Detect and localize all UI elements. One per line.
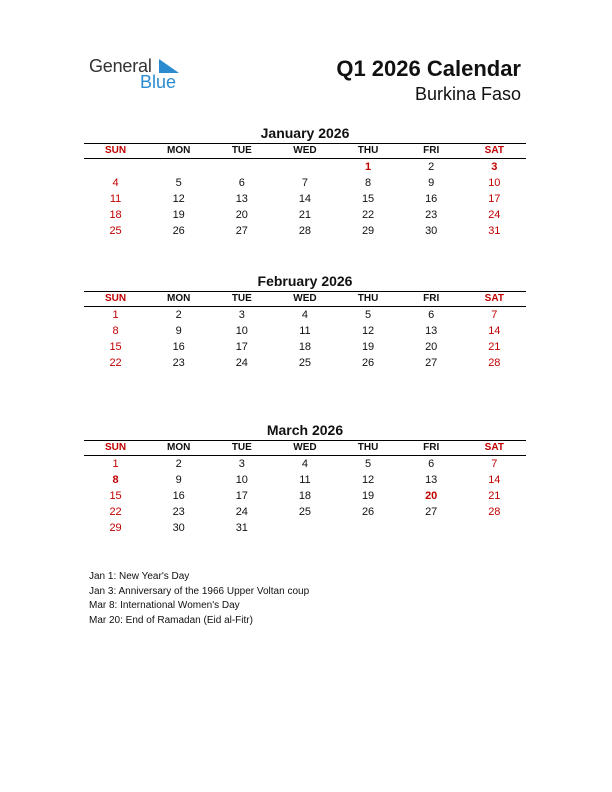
empty-day-cell: [273, 159, 336, 175]
weekday-header: THU: [357, 293, 379, 304]
week-row: [84, 159, 526, 175]
page-title: Q1 2026 Calendar: [336, 56, 521, 81]
day-cell: 25: [298, 357, 312, 369]
holiday-notes: [89, 570, 309, 628]
weekday-header: FRI: [423, 442, 440, 453]
day-cell: 23: [425, 209, 438, 221]
holiday-note: Mar 8: International Women's Day: [89, 600, 240, 611]
day-cell: 2: [175, 309, 182, 321]
weekday-header: SAT: [484, 442, 504, 453]
day-cell: 1: [112, 309, 119, 321]
day-cell: 16: [425, 193, 438, 205]
weekday-header: SUN: [105, 442, 127, 453]
day-cell: 15: [109, 341, 122, 353]
day-cell: 4: [301, 309, 308, 321]
day-cell: 25: [298, 506, 312, 518]
month-february: [84, 272, 526, 371]
empty-day-cell: [84, 159, 147, 175]
day-cell: 15: [109, 490, 122, 502]
week-row: [84, 355, 526, 371]
day-cell: 31: [488, 225, 501, 237]
day-cell: 26: [361, 506, 375, 518]
day-cell: 12: [172, 193, 185, 205]
day-cell: 9: [428, 177, 435, 189]
day-cell: 8: [365, 177, 372, 189]
weekday-header: SUN: [105, 293, 127, 304]
day-cell: 15: [361, 193, 375, 205]
weekday-header: FRI: [423, 293, 440, 304]
empty-day-cell: [463, 520, 526, 536]
day-cell: 10: [235, 474, 248, 486]
day-cell: 3: [238, 458, 245, 470]
day-cell: 10: [235, 325, 248, 337]
day-cell: 19: [361, 490, 375, 502]
weekday-header: WED: [293, 293, 317, 304]
day-cell: 8: [112, 325, 119, 337]
week-row: [84, 207, 526, 223]
weekday-header: THU: [357, 145, 379, 156]
day-cell: 24: [488, 209, 501, 221]
day-cell: 9: [175, 325, 182, 337]
holiday-note: Jan 1: New Year's Day: [89, 571, 190, 582]
week-row: [84, 339, 526, 355]
empty-day-cell: [210, 159, 273, 175]
week-row: [84, 456, 526, 472]
month-title: January 2026: [260, 125, 350, 141]
day-cell: 27: [425, 357, 438, 369]
week-row: [84, 175, 526, 191]
day-cell: 14: [488, 474, 501, 486]
empty-day-cell: [400, 520, 463, 536]
logo-general-text: General: [89, 56, 152, 76]
day-cell: 13: [425, 474, 438, 486]
day-cell: 7: [491, 458, 498, 470]
day-cell: 3: [238, 309, 245, 321]
weekday-header: WED: [293, 442, 317, 453]
day-cell: 21: [488, 490, 501, 502]
day-cell: 28: [488, 357, 501, 369]
weekday-header: MON: [167, 442, 191, 453]
day-cell: 6: [238, 177, 245, 189]
day-cell: 6: [428, 458, 435, 470]
day-cell: 28: [488, 506, 501, 518]
day-cell: 7: [491, 309, 498, 321]
day-cell: 18: [298, 490, 312, 502]
day-cell: 26: [172, 225, 185, 237]
week-row: [84, 472, 526, 488]
day-cell: 17: [235, 490, 248, 502]
week-row: [84, 191, 526, 207]
day-cell: 20: [425, 341, 438, 353]
weekday-header-row: [84, 291, 526, 307]
day-cell: 11: [109, 193, 122, 205]
day-cell: 29: [361, 225, 375, 237]
day-cell: 14: [488, 325, 501, 337]
weekday-header: WED: [293, 145, 317, 156]
weekday-header: SAT: [484, 293, 504, 304]
empty-day-cell: [337, 520, 400, 536]
week-row: [84, 307, 526, 323]
day-cell: 21: [488, 341, 501, 353]
weekday-header: TUE: [231, 293, 252, 304]
day-cell: 4: [301, 458, 308, 470]
day-cell: 5: [365, 309, 372, 321]
day-cell: 2: [175, 458, 182, 470]
day-cell: 20: [235, 209, 248, 221]
day-cell: 21: [298, 209, 312, 221]
weekday-header: SAT: [484, 145, 504, 156]
logo-blue-text: Blue: [140, 72, 177, 92]
weekday-header: MON: [167, 145, 191, 156]
weekday-header: TUE: [231, 442, 252, 453]
day-cell: 24: [235, 357, 248, 369]
weekday-header: MON: [167, 293, 191, 304]
day-cell: 29: [109, 522, 122, 534]
day-cell: 19: [361, 341, 375, 353]
day-cell: 5: [175, 177, 182, 189]
month-january: [84, 124, 526, 239]
week-row: [84, 520, 526, 536]
day-cell: 16: [172, 341, 185, 353]
holiday-note: Mar 20: End of Ramadan (Eid al-Fitr): [89, 614, 253, 626]
day-cell: 14: [298, 193, 312, 205]
weekday-header: THU: [357, 442, 379, 453]
day-cell: 2: [428, 161, 435, 173]
day-cell: 27: [235, 225, 248, 237]
day-cell: 9: [175, 474, 182, 486]
country-name: Burkina Faso: [414, 84, 521, 104]
day-cell: 22: [361, 209, 375, 221]
day-cell: 28: [298, 225, 312, 237]
day-cell: 5: [365, 458, 372, 470]
day-cell: 25: [109, 225, 122, 237]
day-cell: 20: [425, 490, 438, 502]
day-cell: 11: [299, 474, 311, 486]
day-cell: 4: [112, 177, 119, 189]
day-cell: 7: [301, 177, 308, 189]
day-cell: 18: [109, 209, 122, 221]
generalblue-logo: [89, 56, 199, 96]
day-cell: 19: [172, 209, 185, 221]
holiday-note: Jan 3: Anniversary of the 1966 Upper Voltan coup: [89, 585, 310, 597]
weekday-header: FRI: [423, 145, 440, 156]
day-cell: 1: [365, 161, 372, 173]
day-cell: 10: [488, 177, 501, 189]
day-cell: 3: [491, 161, 498, 173]
day-cell: 30: [425, 225, 438, 237]
day-cell: 17: [488, 193, 501, 205]
day-cell: 6: [428, 309, 435, 321]
day-cell: 30: [172, 522, 185, 534]
day-cell: 11: [299, 325, 311, 337]
day-cell: 24: [235, 506, 248, 518]
week-row: [84, 488, 526, 504]
week-row: [84, 504, 526, 520]
day-cell: 17: [235, 341, 248, 353]
weekday-header-row: [84, 143, 526, 159]
day-cell: 1: [112, 458, 119, 470]
empty-day-cell: [273, 520, 336, 536]
week-row: [84, 323, 526, 339]
empty-day-cell: [147, 159, 210, 175]
day-cell: 18: [298, 341, 312, 353]
month-title: February 2026: [257, 273, 353, 289]
week-row: [84, 223, 526, 239]
weekday-header-row: [84, 440, 526, 456]
day-cell: 13: [235, 193, 248, 205]
day-cell: 12: [361, 325, 375, 337]
month-march: [84, 421, 526, 536]
day-cell: 22: [109, 357, 122, 369]
weekday-header: TUE: [231, 145, 252, 156]
weekday-header: SUN: [105, 145, 127, 156]
day-cell: 16: [172, 490, 185, 502]
day-cell: 23: [172, 506, 185, 518]
day-cell: 31: [235, 522, 248, 534]
month-title: March 2026: [266, 422, 344, 438]
day-cell: 23: [172, 357, 185, 369]
day-cell: 22: [109, 506, 122, 518]
day-cell: 12: [361, 474, 375, 486]
day-cell: 8: [112, 474, 119, 486]
day-cell: 26: [361, 357, 375, 369]
day-cell: 13: [425, 325, 438, 337]
day-cell: 27: [425, 506, 438, 518]
